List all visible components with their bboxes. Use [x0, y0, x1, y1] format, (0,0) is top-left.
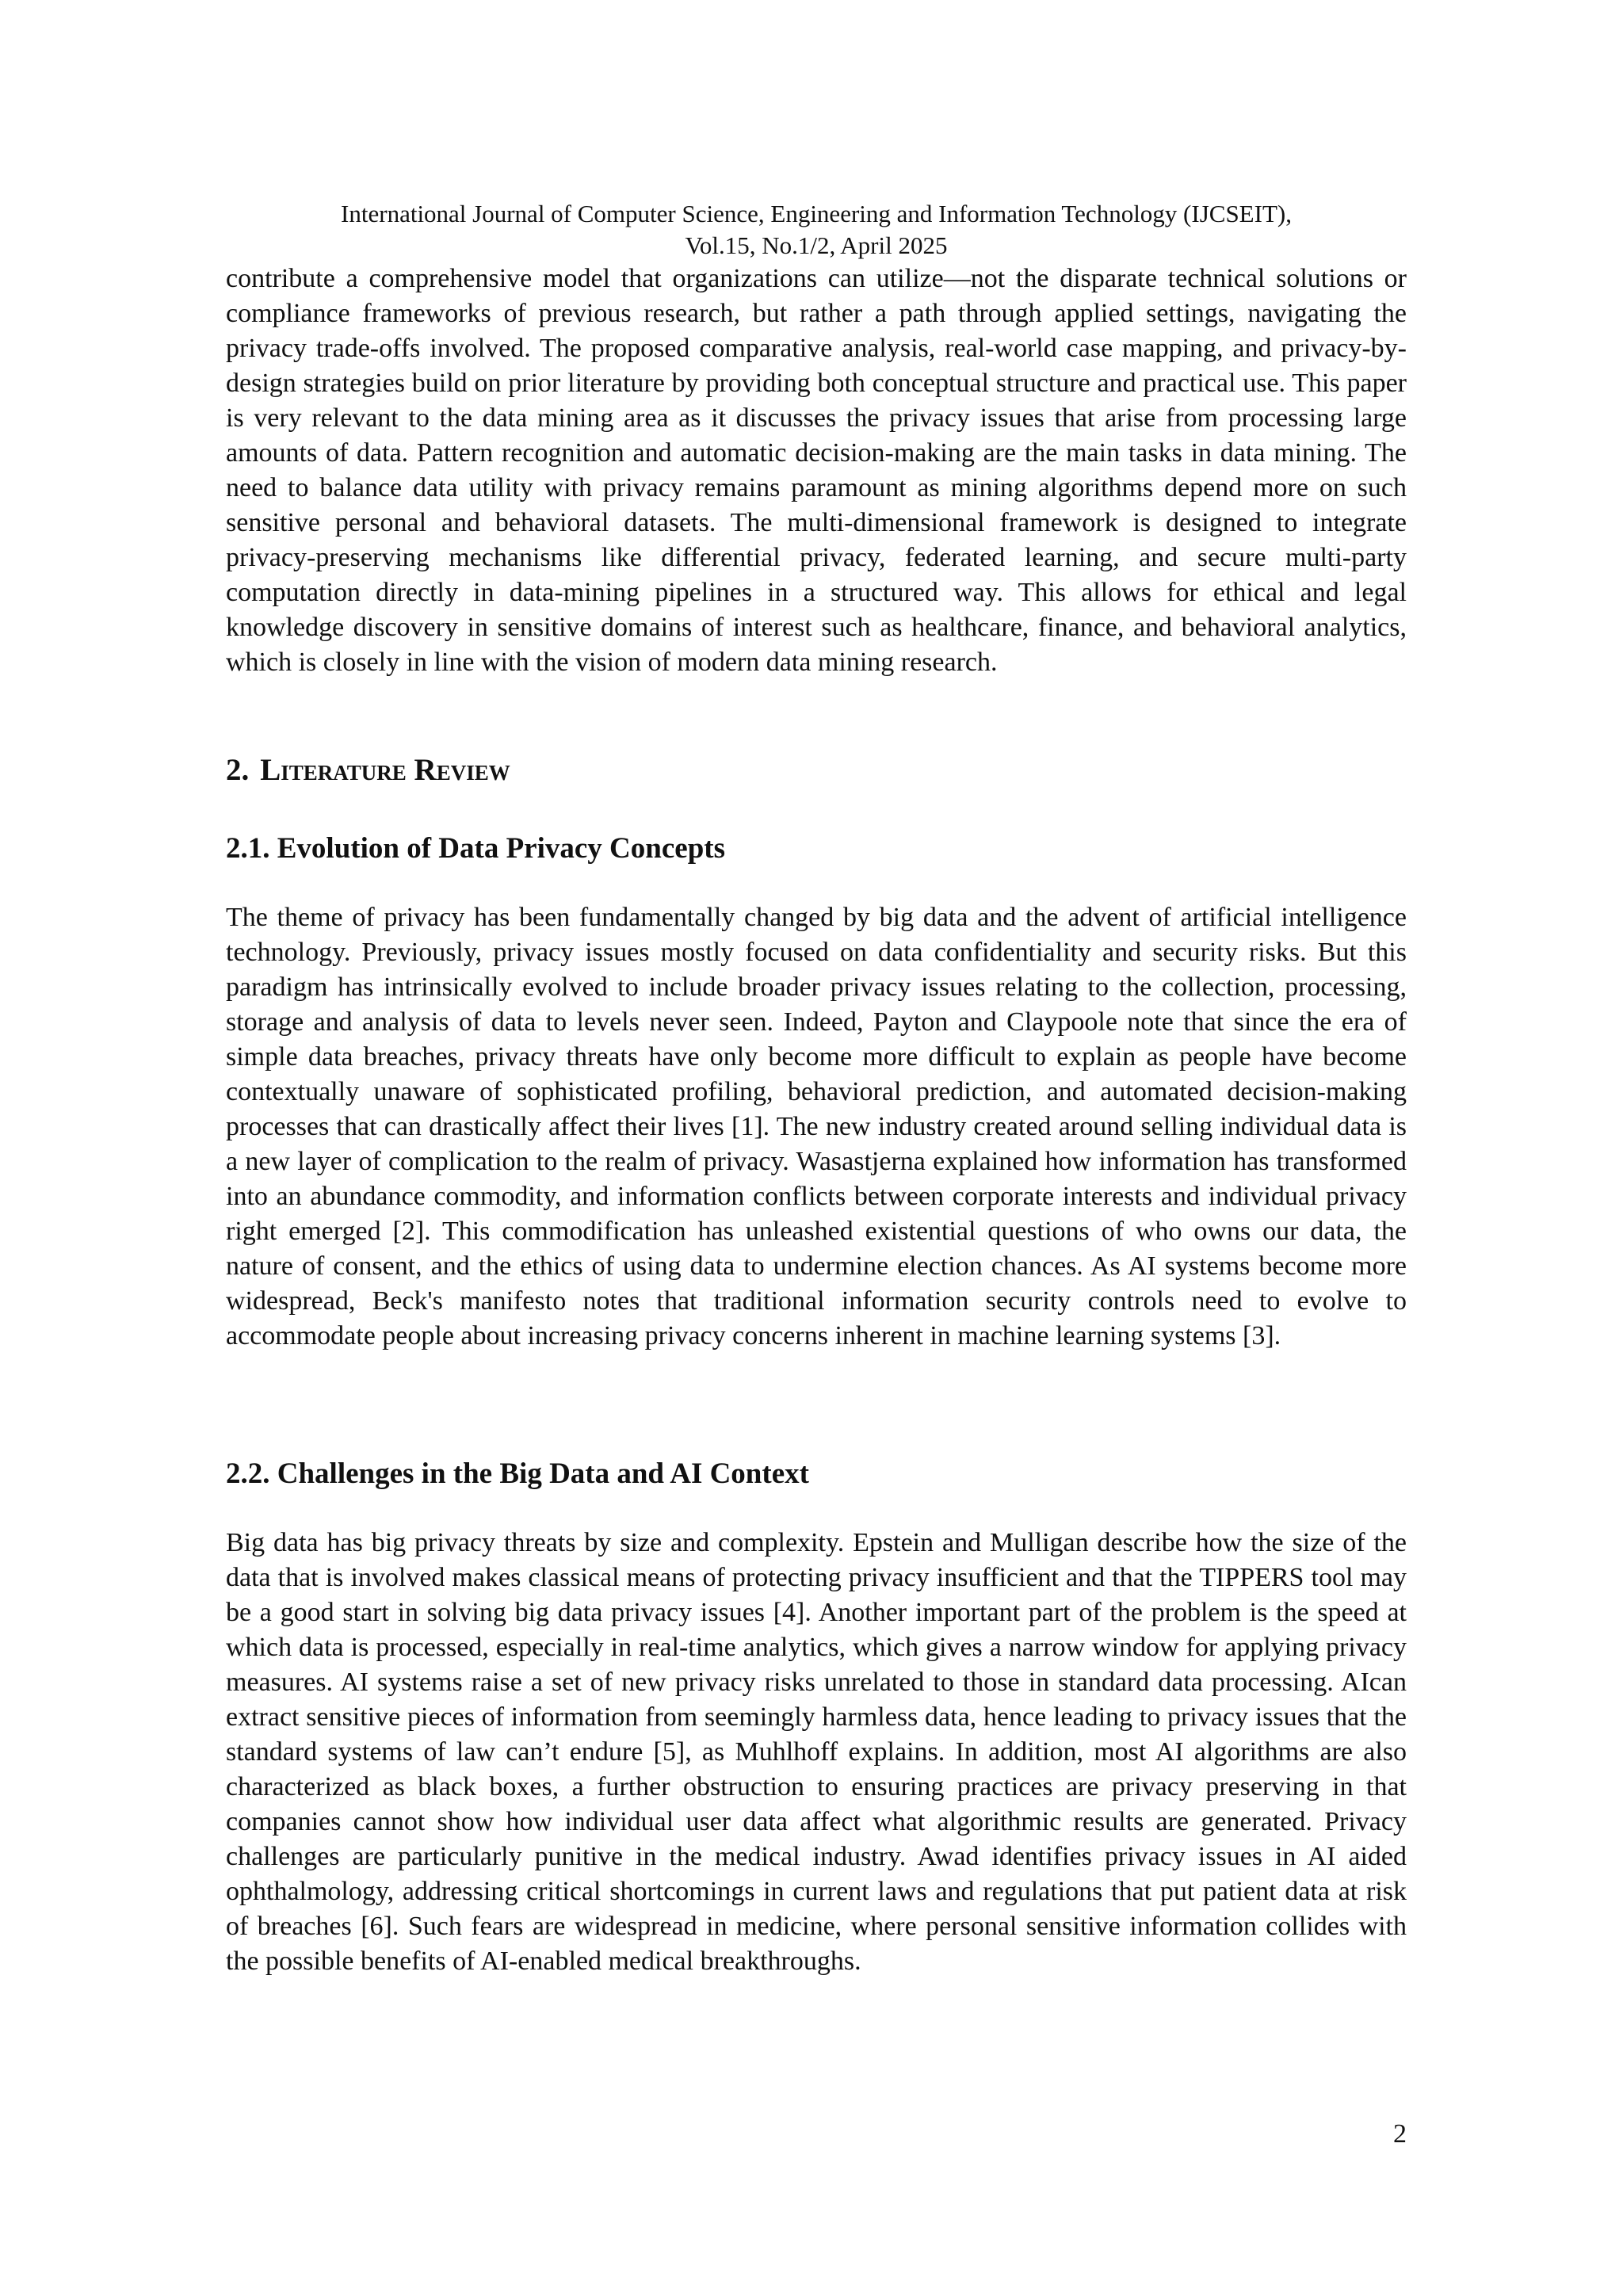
journal-title-line: International Journal of Computer Science, Engineering and Information Technology (IJCSEIT), — [341, 200, 1292, 227]
evolution-paragraph: The theme of privacy has been fundamentally changed by big data and the advent of artificial intelligence technology. Previously, privacy issues mostly focused on data confidentiality and security risks. But this paradigm has intrinsically evolved to include broader privacy issues relating to the collection, processing, storage and analysis of data to levels never seen. Indeed, Payton and Claypoole note that since the era of simple data breaches, privacy threats have only become more difficult to explain as people have become contextually unaware of sophisticated profiling, behavioral prediction, and automated decision-making processes that can drastically affect their lives [1]. The new industry created around selling individual data is a new layer of complication to the realm of privacy. Wasastjerna explained how information has transformed into an abundance commodity, and information conflicts between corporate interests and individual privacy right emerged [2]. This commodification has unleashed existential questions of who owns our data, the nature of consent, and the ethics of using data to undermine election chances. As AI systems become more widespread, Beck's manifesto notes that traditional information security controls need to evolve to accommodate people about increasing privacy concerns inherent in machine learning systems [3]. — [226, 903, 1407, 1350]
subsection-heading-challenges: 2.2. Challenges in the Big Data and AI Context — [226, 1457, 809, 1490]
paper-page — [226, 0, 1407, 2296]
intro-paragraph: contribute a comprehensive model that organizations can utilize—not the disparate technical solutions or compliance frameworks of previous research, but rather a path through applied settings, navigating the privacy trade-offs involved. The proposed comparative analysis, real-world case mapping, and privacy-by-design strategies build on prior literature by providing both conceptual structure and practical use. This paper is very relevant to the data mining area as it discusses the privacy issues that arise from processing large amounts of data. Pattern recognition and automatic decision-making are the main tasks in data mining. The need to balance data utility with privacy remains paramount as mining algorithms depend more on such sensitive personal and behavioral datasets. The multi-dimensional framework is designed to integrate privacy-preserving mechanisms like differential privacy, federated learning, and secure multi-party computation directly in data-mining pipelines in a structured way. This allows for ethical and legal knowledge discovery in sensitive domains of interest such as healthcare, finance, and behavioral analytics, which is closely in line with the vision of modern data mining research. — [226, 264, 1407, 677]
section-title: Literature Review — [260, 753, 510, 787]
page-number: 2 — [1393, 2119, 1407, 2149]
section-number: 2. — [226, 753, 250, 787]
challenges-paragraph: Big data has big privacy threats by size and complexity. Epstein and Mulligan describe how the size of the data that is involved makes classical means of protecting privacy insufficient and that the TIPPERS tool may be a good start in solving big data privacy issues [4]. Another important part of the problem is the speed at which data is processed, especially in real-time analytics, which gives a narrow window for applying privacy measures. AI systems raise a set of new privacy risks unrelated to those in standard data processing. AIcan extract sensitive pieces of information from seemingly harmless data, hence leading to privacy issues that the standard systems of law can’t endure [5], as Muhlhoff explains. In addition, most AI algorithms are also characterized as black boxes, a further obstruction to ensuring practices are privacy preserving in that companies cannot show how individual user data affect what algorithmic results are generated. Privacy challenges are particularly punitive in the medical industry. Awad identifies privacy issues in AI aided ophthalmology, addressing critical shortcomings in current laws and regulations that put patient data at risk of breaches [6]. Such fears are widespread in medicine, where personal sensitive information collides with the possible benefits of AI-enabled medical breakthroughs. — [226, 1528, 1407, 1976]
running-header — [226, 198, 1407, 262]
section-heading-literature-review — [226, 751, 510, 789]
subsection-heading-evolution: 2.1. Evolution of Data Privacy Concepts — [226, 832, 725, 865]
journal-volume-line: Vol.15, No.1/2, April 2025 — [685, 231, 948, 259]
